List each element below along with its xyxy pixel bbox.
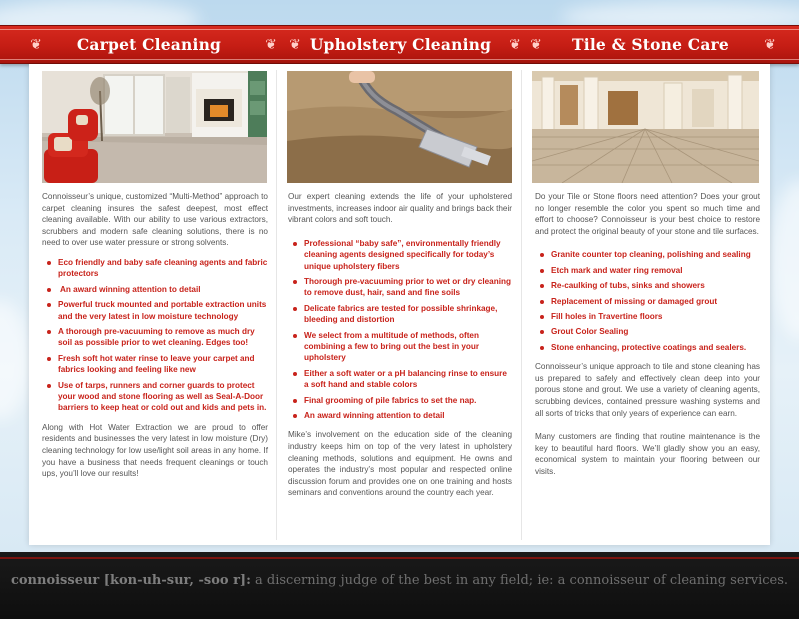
list-item: Granite counter top cleaning, polishing and sealing: [535, 249, 760, 260]
list-item: Either a soft water or a pH balancing rinse to ensure a soft hand and stable colors: [288, 368, 512, 391]
upholstery-bullet-list: [288, 238, 512, 422]
red-bullet-icon: [293, 414, 297, 418]
list-item: Re-caulking of tubs, sinks and showers: [535, 280, 760, 291]
red-bullet-icon: [47, 357, 51, 361]
list-item: Delicate fabrics are tested for possible shrinkage, bleeding and distortion: [288, 303, 512, 326]
list-item: An award winning attention to detail: [42, 284, 268, 295]
upholstery-intro: Our expert cleaning extends the life of your upholstered investments, increases indoor air quality and brings back their vibrant colors and soft touch.: [288, 192, 512, 225]
list-item: We select from a multitude of methods, often combining a few to bring out the best in your upholstery: [288, 330, 512, 364]
red-bullet-icon: [540, 269, 544, 273]
tile-intro: Do your Tile or Stone floors need attention? Does your grout no longer resemble the color you spent so much time and effort to choose? Connoisseur is your best choice to restore and protect the original beauty of your stone and tile surfaces.: [535, 192, 760, 236]
list-item: Eco friendly and baby safe cleaning agents and fabric protectors: [42, 257, 268, 280]
red-bullet-icon: [47, 261, 51, 265]
red-bullet-icon: [293, 334, 297, 338]
upholstery-cleaning-photo: [287, 71, 512, 183]
red-bullet-icon: [293, 242, 297, 246]
title-carpet-cleaning: Carpet Cleaning: [76, 35, 222, 54]
column-divider: [521, 70, 522, 540]
title-upholstery-cleaning: Upholstery Cleaning: [309, 35, 492, 54]
sky-cloud: [0, 300, 30, 420]
footer-term: connoisseur [kon-uh-sur, -soo r]:: [10, 573, 251, 588]
list-item: Powerful truck mounted and portable extraction units and the very latest in low moisture technology: [42, 299, 268, 322]
fleur-ornament-icon: ❦: [764, 37, 776, 53]
carpet-column: [42, 191, 268, 488]
tile-bullet-list: [535, 249, 760, 353]
carpet-outro: Along with Hot Water Extraction we are proud to offer residents and businesses the very latest in low moisture (Dry) cleaning technology for low use/light soil areas in any home. If you have a business that needs frequent cleanings or touch ups, you’ll love our results!: [42, 422, 268, 479]
red-bullet-icon: [293, 307, 297, 311]
list-item: A thorough pre-vacuuming to remove as much dry soil as possible prior to wet cleaning. Edges too!: [42, 326, 268, 349]
upholstery-column: [288, 191, 512, 507]
list-item: Professional “baby safe”, environmentally friendly cleaning agents designed specifically for today’s unique upholstery fibers: [288, 238, 512, 272]
list-item: Fill holes in Travertine floors: [535, 311, 760, 322]
title-tile-stone-care: Tile & Stone Care: [572, 35, 729, 54]
red-bullet-icon: [540, 315, 544, 319]
red-bullet-icon: [47, 384, 51, 388]
list-item: Fresh soft hot water rinse to leave your carpet and fabrics looking and feeling like new: [42, 353, 268, 376]
red-bullet-icon: [293, 280, 297, 284]
carpet-room-photo: [42, 71, 267, 183]
upholstery-outro: Mike’s involvement on the education side of the cleaning industry keeps him on top of the very latest in upholstery cleaning methods, solutions and equipment. He owns and operates the industry’s most popular and respected online discussion forum and provides one on one training and hosts seminars and conventions around the country each year.: [288, 430, 512, 498]
fleur-ornament-icon: ❦: [265, 37, 277, 53]
tile-column: [535, 191, 760, 486]
red-bullet-icon: [293, 399, 297, 403]
red-bullet-icon: [540, 300, 544, 304]
footer-definition: [0, 573, 799, 588]
fleur-ornament-icon: ❦: [289, 37, 301, 53]
tile-stone-room-photo: [532, 71, 759, 183]
list-item: Etch mark and water ring removal: [535, 265, 760, 276]
list-item: Final grooming of pile fabrics to set the nap.: [288, 395, 512, 406]
fleur-ornament-icon: ❦: [30, 37, 42, 53]
column-divider: [276, 70, 277, 540]
list-item: Stone enhancing, protective coatings and sealers.: [535, 342, 760, 353]
red-bullet-icon: [47, 330, 51, 334]
list-item: An award winning attention to detail: [288, 410, 512, 421]
footer-accent-line: [0, 557, 799, 559]
list-item: Use of tarps, runners and corner guards to protect your wood and stone flooring as well as Seal-A-Door barriers to keep heat or cold out and kids and pets in.: [42, 380, 268, 414]
red-bullet-icon: [47, 288, 51, 292]
tile-paragraph-3: Many customers are finding that routine maintenance is the key to beautiful hard floors. We’ll gladly show you an easy, economical system to maintain your flooring between our visits.: [535, 432, 760, 476]
red-bullet-icon: [540, 253, 544, 257]
fleur-ornament-icon: ❦: [509, 37, 521, 53]
red-bullet-icon: [47, 303, 51, 307]
tile-paragraph-2: Connoisseur’s unique approach to tile and stone cleaning has us prepared to safely and effectively clean deep into your porous stone and grout. We use a variety of cleaning agents, scrubbing devices, contained pressure washing systems and all sorts of tricks that only years of experience can earn.: [535, 362, 760, 418]
footer-definition-text: a discerning judge of the best in any field; ie: a connoisseur of cleaning services.: [250, 573, 789, 588]
list-item: Replacement of missing or damaged grout: [535, 296, 760, 307]
red-bullet-icon: [540, 284, 544, 288]
sky-cloud: [770, 180, 799, 340]
list-item: Grout Color Sealing: [535, 326, 760, 337]
red-bullet-icon: [293, 372, 297, 376]
list-item: Thorough pre-vacuuming prior to wet or dry cleaning to remove dust, hair, sand and fine soils: [288, 276, 512, 299]
fleur-ornament-icon: ❦: [530, 37, 542, 53]
red-bullet-icon: [540, 330, 544, 334]
header-band: [0, 25, 799, 64]
carpet-bullet-list: [42, 257, 268, 414]
footer-band: [0, 552, 799, 619]
carpet-intro: Connoisseur’s unique, customized “Multi-Method” approach to carpet cleaning insures the safest deepest, most effect cleaning available. With our ability to use various extractors, scrubbers and modern safe cleaning solutions, there is no need to over use water pressure or strong solvents.: [42, 192, 268, 248]
red-bullet-icon: [540, 346, 544, 350]
